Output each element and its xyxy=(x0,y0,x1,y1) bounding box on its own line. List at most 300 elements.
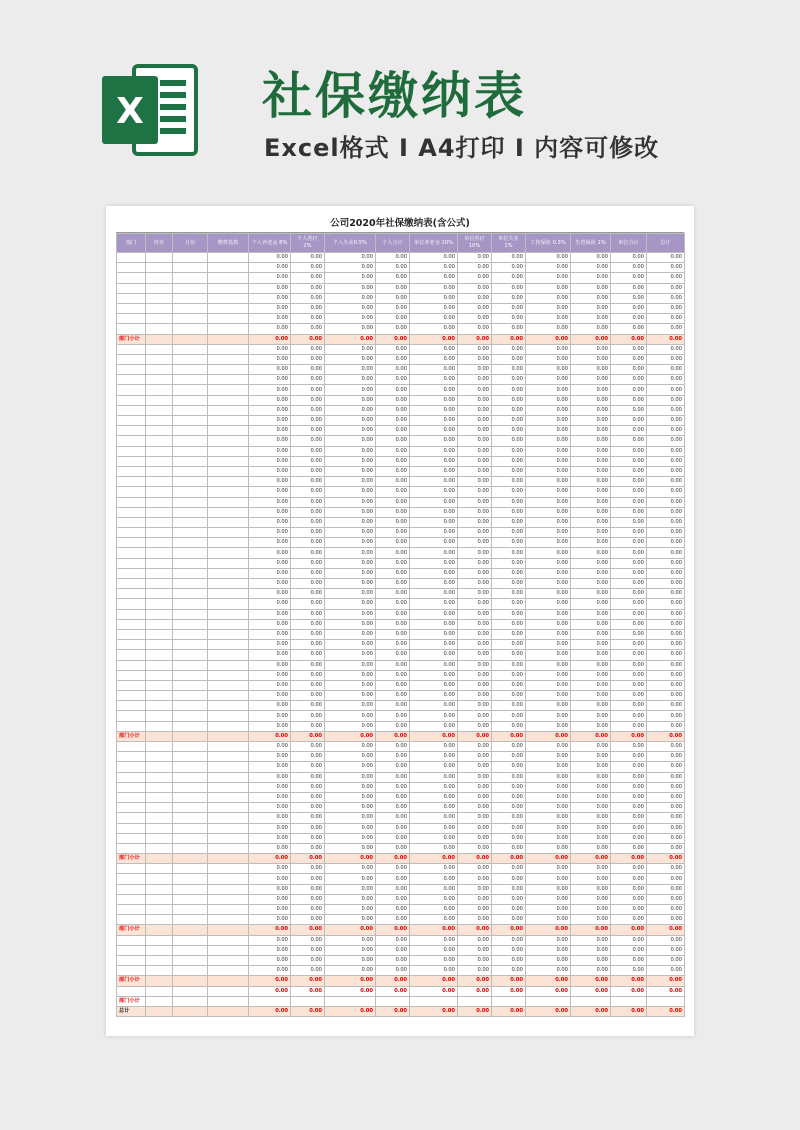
amount-cell: 0.00 xyxy=(611,548,647,558)
department-cell xyxy=(117,263,146,273)
amount-cell: 0.00 xyxy=(249,680,291,690)
amount-cell: 0.00 xyxy=(611,416,647,426)
amount-cell: 0.00 xyxy=(325,253,376,263)
table-row xyxy=(117,303,685,313)
amount-cell: 0.00 xyxy=(376,426,410,436)
empty-cell xyxy=(208,884,249,894)
page-subtitle: Excel格式 Ⅰ A4打印 Ⅰ 内容可修改 xyxy=(264,134,660,162)
amount-cell: 0.00 xyxy=(325,456,376,466)
department-cell xyxy=(117,660,146,670)
column-header: 个人失业0.5% xyxy=(325,234,376,253)
department-cell xyxy=(117,517,146,527)
amount-cell: 0.00 xyxy=(410,283,458,293)
amount-cell: 0.00 xyxy=(249,528,291,538)
empty-cell xyxy=(173,792,208,802)
amount-cell: 0.00 xyxy=(611,955,647,965)
amount-cell: 0.00 xyxy=(611,344,647,354)
amount-cell: 0.00 xyxy=(376,405,410,415)
amount-cell: 0.00 xyxy=(249,517,291,527)
table-row xyxy=(117,395,685,405)
empty-cell xyxy=(208,660,249,670)
amount-cell: 0.00 xyxy=(325,314,376,324)
amount-cell: 0.00 xyxy=(249,742,291,752)
amount-cell: 0.00 xyxy=(291,344,325,354)
table-row xyxy=(117,803,685,813)
column-header: 个人合计 xyxy=(376,234,410,253)
empty-cell xyxy=(208,905,249,915)
amount-cell: 0.00 xyxy=(410,354,458,364)
amount-cell: 0.00 xyxy=(291,365,325,375)
amount-cell: 0.00 xyxy=(249,405,291,415)
amount-cell: 0.00 xyxy=(647,507,685,517)
table-row xyxy=(117,436,685,446)
table-row xyxy=(117,375,685,385)
amount-cell: 0.00 xyxy=(249,772,291,782)
amount-cell: 0.00 xyxy=(458,395,492,405)
amount-cell: 0.00 xyxy=(611,497,647,507)
amount-cell: 0.00 xyxy=(647,731,685,741)
amount-cell: 0.00 xyxy=(526,609,571,619)
empty-cell xyxy=(208,955,249,965)
amount-cell: 0.00 xyxy=(291,253,325,263)
empty-cell xyxy=(146,864,173,874)
amount-cell: 0.00 xyxy=(611,894,647,904)
empty-cell xyxy=(208,426,249,436)
table-row xyxy=(117,405,685,415)
department-cell xyxy=(117,436,146,446)
amount-cell: 0.00 xyxy=(291,955,325,965)
amount-cell: 0.00 xyxy=(526,833,571,843)
amount-cell: 0.00 xyxy=(458,935,492,945)
amount-cell: 0.00 xyxy=(526,711,571,721)
amount-cell xyxy=(611,996,647,1006)
amount-cell: 0.00 xyxy=(526,436,571,446)
amount-cell: 0.00 xyxy=(571,670,611,680)
amount-cell: 0.00 xyxy=(526,823,571,833)
empty-cell xyxy=(173,966,208,976)
amount-cell: 0.00 xyxy=(571,752,611,762)
amount-cell: 0.00 xyxy=(647,966,685,976)
amount-cell: 0.00 xyxy=(376,742,410,752)
amount-cell: 0.00 xyxy=(410,517,458,527)
amount-cell: 0.00 xyxy=(492,365,526,375)
amount-cell: 0.00 xyxy=(611,731,647,741)
amount-cell: 0.00 xyxy=(458,436,492,446)
amount-cell: 0.00 xyxy=(611,436,647,446)
amount-cell: 0.00 xyxy=(458,273,492,283)
empty-cell xyxy=(173,701,208,711)
table-row xyxy=(117,538,685,548)
table-row xyxy=(117,466,685,476)
amount-cell: 0.00 xyxy=(325,884,376,894)
amount-cell: 0.00 xyxy=(492,884,526,894)
empty-cell xyxy=(208,599,249,609)
table-row xyxy=(117,680,685,690)
empty-cell xyxy=(208,711,249,721)
amount-cell: 0.00 xyxy=(249,619,291,629)
empty-cell xyxy=(173,344,208,354)
empty-cell xyxy=(146,568,173,578)
amount-cell: 0.00 xyxy=(410,446,458,456)
amount-cell: 0.00 xyxy=(526,548,571,558)
empty-cell xyxy=(146,354,173,364)
amount-cell: 0.00 xyxy=(647,416,685,426)
amount-cell: 0.00 xyxy=(458,894,492,904)
amount-cell: 0.00 xyxy=(526,466,571,476)
amount-cell: 0.00 xyxy=(291,589,325,599)
department-cell: 部门小计 xyxy=(117,996,146,1006)
empty-cell xyxy=(208,446,249,456)
table-row xyxy=(117,742,685,752)
amount-cell: 0.00 xyxy=(249,436,291,446)
amount-cell: 0.00 xyxy=(526,283,571,293)
empty-cell xyxy=(208,477,249,487)
empty-cell xyxy=(173,405,208,415)
amount-cell: 0.00 xyxy=(647,742,685,752)
empty-cell xyxy=(208,579,249,589)
amount-cell: 0.00 xyxy=(410,263,458,273)
amount-cell: 0.00 xyxy=(458,660,492,670)
empty-cell xyxy=(208,609,249,619)
amount-cell: 0.00 xyxy=(526,334,571,344)
amount-cell: 0.00 xyxy=(291,477,325,487)
amount-cell: 0.00 xyxy=(376,640,410,650)
amount-cell: 0.00 xyxy=(647,477,685,487)
empty-cell xyxy=(173,640,208,650)
empty-cell xyxy=(208,497,249,507)
department-cell xyxy=(117,986,146,996)
amount-cell: 0.00 xyxy=(458,446,492,456)
amount-cell: 0.00 xyxy=(526,303,571,313)
amount-cell: 0.00 xyxy=(376,905,410,915)
empty-cell xyxy=(208,843,249,853)
amount-cell: 0.00 xyxy=(458,762,492,772)
department-cell xyxy=(117,792,146,802)
amount-cell: 0.00 xyxy=(458,813,492,823)
amount-cell: 0.00 xyxy=(410,456,458,466)
amount-cell: 0.00 xyxy=(249,344,291,354)
amount-cell: 0.00 xyxy=(458,772,492,782)
department-cell xyxy=(117,558,146,568)
amount-cell: 0.00 xyxy=(526,854,571,864)
amount-cell: 0.00 xyxy=(492,660,526,670)
amount-cell: 0.00 xyxy=(325,691,376,701)
amount-cell: 0.00 xyxy=(325,365,376,375)
amount-cell: 0.00 xyxy=(571,762,611,772)
empty-cell xyxy=(146,579,173,589)
amount-cell: 0.00 xyxy=(492,334,526,344)
amount-cell: 0.00 xyxy=(526,691,571,701)
amount-cell: 0.00 xyxy=(571,955,611,965)
empty-cell xyxy=(173,721,208,731)
amount-cell: 0.00 xyxy=(291,517,325,527)
empty-cell xyxy=(146,670,173,680)
empty-cell xyxy=(208,670,249,680)
empty-cell xyxy=(146,772,173,782)
amount-cell: 0.00 xyxy=(492,395,526,405)
amount-cell: 0.00 xyxy=(492,517,526,527)
empty-cell xyxy=(173,935,208,945)
amount-cell: 0.00 xyxy=(647,293,685,303)
amount-cell: 0.00 xyxy=(647,854,685,864)
amount-cell: 0.00 xyxy=(458,314,492,324)
amount-cell: 0.00 xyxy=(571,273,611,283)
empty-cell xyxy=(173,283,208,293)
empty-cell xyxy=(146,283,173,293)
table-row xyxy=(117,945,685,955)
amount-cell: 0.00 xyxy=(376,1006,410,1016)
column-header: 单位养老金 20% xyxy=(410,234,458,253)
amount-cell: 0.00 xyxy=(376,446,410,456)
amount-cell: 0.00 xyxy=(492,466,526,476)
amount-cell: 0.00 xyxy=(291,375,325,385)
amount-cell: 0.00 xyxy=(647,619,685,629)
amount-cell: 0.00 xyxy=(647,864,685,874)
amount-cell: 0.00 xyxy=(249,538,291,548)
amount-cell: 0.00 xyxy=(492,589,526,599)
empty-cell xyxy=(173,731,208,741)
table-row xyxy=(117,609,685,619)
empty-cell xyxy=(208,752,249,762)
amount-cell: 0.00 xyxy=(410,416,458,426)
amount-cell: 0.00 xyxy=(325,915,376,925)
amount-cell: 0.00 xyxy=(458,517,492,527)
amount-cell: 0.00 xyxy=(458,854,492,864)
amount-cell: 0.00 xyxy=(492,263,526,273)
amount-cell: 0.00 xyxy=(458,548,492,558)
amount-cell: 0.00 xyxy=(458,823,492,833)
amount-cell: 0.00 xyxy=(376,253,410,263)
amount-cell: 0.00 xyxy=(571,976,611,986)
amount-cell: 0.00 xyxy=(571,568,611,578)
amount-cell: 0.00 xyxy=(325,589,376,599)
department-cell xyxy=(117,395,146,405)
amount-cell: 0.00 xyxy=(291,650,325,660)
table-row xyxy=(117,752,685,762)
department-cell xyxy=(117,833,146,843)
empty-cell xyxy=(146,375,173,385)
empty-cell xyxy=(173,833,208,843)
amount-cell: 0.00 xyxy=(249,314,291,324)
amount-cell: 0.00 xyxy=(526,273,571,283)
amount-cell: 0.00 xyxy=(325,854,376,864)
amount-cell: 0.00 xyxy=(410,568,458,578)
department-cell xyxy=(117,762,146,772)
amount-cell: 0.00 xyxy=(571,701,611,711)
amount-cell: 0.00 xyxy=(571,354,611,364)
empty-cell xyxy=(146,792,173,802)
empty-cell xyxy=(146,711,173,721)
amount-cell: 0.00 xyxy=(376,650,410,660)
amount-cell: 0.00 xyxy=(647,884,685,894)
amount-cell: 0.00 xyxy=(249,446,291,456)
amount-cell: 0.00 xyxy=(291,762,325,772)
amount-cell: 0.00 xyxy=(526,680,571,690)
empty-cell xyxy=(173,456,208,466)
empty-cell xyxy=(146,416,173,426)
amount-cell: 0.00 xyxy=(249,334,291,344)
amount-cell: 0.00 xyxy=(571,905,611,915)
department-cell xyxy=(117,752,146,762)
amount-cell: 0.00 xyxy=(647,273,685,283)
empty-cell xyxy=(173,996,208,1006)
amount-cell: 0.00 xyxy=(571,599,611,609)
amount-cell: 0.00 xyxy=(291,497,325,507)
amount-cell: 0.00 xyxy=(249,487,291,497)
amount-cell: 0.00 xyxy=(647,752,685,762)
amount-cell: 0.00 xyxy=(571,813,611,823)
amount-cell: 0.00 xyxy=(611,629,647,639)
amount-cell: 0.00 xyxy=(325,945,376,955)
empty-cell xyxy=(146,629,173,639)
amount-cell: 0.00 xyxy=(325,303,376,313)
empty-cell xyxy=(146,263,173,273)
amount-cell: 0.00 xyxy=(492,456,526,466)
empty-cell xyxy=(146,680,173,690)
amount-cell: 0.00 xyxy=(571,843,611,853)
amount-cell: 0.00 xyxy=(571,629,611,639)
amount-cell: 0.00 xyxy=(458,843,492,853)
amount-cell: 0.00 xyxy=(492,385,526,395)
department-cell xyxy=(117,721,146,731)
amount-cell: 0.00 xyxy=(647,436,685,446)
empty-cell xyxy=(173,375,208,385)
amount-cell: 0.00 xyxy=(291,670,325,680)
amount-cell: 0.00 xyxy=(325,426,376,436)
amount-cell: 0.00 xyxy=(410,833,458,843)
amount-cell: 0.00 xyxy=(571,721,611,731)
amount-cell: 0.00 xyxy=(325,273,376,283)
empty-cell xyxy=(146,293,173,303)
empty-cell xyxy=(146,599,173,609)
empty-cell xyxy=(208,334,249,344)
empty-cell xyxy=(173,263,208,273)
amount-cell: 0.00 xyxy=(325,538,376,548)
empty-cell xyxy=(208,742,249,752)
amount-cell: 0.00 xyxy=(376,680,410,690)
empty-cell xyxy=(146,915,173,925)
amount-cell: 0.00 xyxy=(458,925,492,935)
column-header: 单位医疗 10% xyxy=(458,234,492,253)
amount-cell: 0.00 xyxy=(492,680,526,690)
amount-cell: 0.00 xyxy=(410,823,458,833)
amount-cell: 0.00 xyxy=(325,528,376,538)
department-cell: 部门小计 xyxy=(117,854,146,864)
amount-cell: 0.00 xyxy=(376,528,410,538)
amount-cell: 0.00 xyxy=(571,334,611,344)
empty-cell xyxy=(146,640,173,650)
amount-cell: 0.00 xyxy=(410,365,458,375)
empty-cell xyxy=(146,334,173,344)
amount-cell: 0.00 xyxy=(571,782,611,792)
amount-cell: 0.00 xyxy=(249,701,291,711)
amount-cell: 0.00 xyxy=(291,986,325,996)
amount-cell: 0.00 xyxy=(647,792,685,802)
amount-cell: 0.00 xyxy=(410,731,458,741)
amount-cell: 0.00 xyxy=(647,324,685,334)
amount-cell: 0.00 xyxy=(410,854,458,864)
empty-cell xyxy=(173,497,208,507)
amount-cell: 0.00 xyxy=(410,894,458,904)
amount-cell: 0.00 xyxy=(647,354,685,364)
empty-cell xyxy=(173,609,208,619)
empty-cell xyxy=(208,986,249,996)
amount-cell: 0.00 xyxy=(458,1006,492,1016)
amount-cell: 0.00 xyxy=(571,680,611,690)
amount-cell: 0.00 xyxy=(291,935,325,945)
amount-cell: 0.00 xyxy=(410,966,458,976)
table-row xyxy=(117,497,685,507)
amount-cell: 0.00 xyxy=(376,354,410,364)
department-cell xyxy=(117,548,146,558)
department-cell xyxy=(117,670,146,680)
amount-cell: 0.00 xyxy=(526,955,571,965)
amount-cell: 0.00 xyxy=(492,629,526,639)
empty-cell xyxy=(173,293,208,303)
empty-cell xyxy=(208,731,249,741)
empty-cell xyxy=(146,589,173,599)
amount-cell: 0.00 xyxy=(526,517,571,527)
amount-cell: 0.00 xyxy=(492,976,526,986)
amount-cell: 0.00 xyxy=(492,568,526,578)
amount-cell: 0.00 xyxy=(492,701,526,711)
empty-cell xyxy=(173,487,208,497)
amount-cell: 0.00 xyxy=(291,579,325,589)
amount-cell xyxy=(249,996,291,1006)
empty-cell xyxy=(208,721,249,731)
amount-cell: 0.00 xyxy=(325,823,376,833)
empty-cell xyxy=(146,487,173,497)
amount-cell: 0.00 xyxy=(458,365,492,375)
amount-cell: 0.00 xyxy=(410,935,458,945)
department-cell xyxy=(117,416,146,426)
amount-cell: 0.00 xyxy=(325,263,376,273)
department-cell xyxy=(117,354,146,364)
amount-cell: 0.00 xyxy=(571,894,611,904)
amount-cell: 0.00 xyxy=(410,253,458,263)
amount-cell: 0.00 xyxy=(458,874,492,884)
empty-cell xyxy=(173,558,208,568)
amount-cell: 0.00 xyxy=(325,558,376,568)
amount-cell: 0.00 xyxy=(571,803,611,813)
amount-cell: 0.00 xyxy=(492,405,526,415)
empty-cell xyxy=(146,314,173,324)
amount-cell: 0.00 xyxy=(458,976,492,986)
department-cell xyxy=(117,905,146,915)
amount-cell: 0.00 xyxy=(611,334,647,344)
amount-cell: 0.00 xyxy=(611,660,647,670)
amount-cell: 0.00 xyxy=(291,701,325,711)
empty-cell xyxy=(146,925,173,935)
empty-cell xyxy=(173,874,208,884)
amount-cell: 0.00 xyxy=(526,640,571,650)
amount-cell: 0.00 xyxy=(410,375,458,385)
amount-cell xyxy=(526,996,571,1006)
amount-cell: 0.00 xyxy=(611,507,647,517)
amount-cell: 0.00 xyxy=(611,670,647,680)
amount-cell: 0.00 xyxy=(376,691,410,701)
amount-cell: 0.00 xyxy=(492,538,526,548)
amount-cell: 0.00 xyxy=(410,813,458,823)
amount-cell: 0.00 xyxy=(647,813,685,823)
amount-cell: 0.00 xyxy=(458,416,492,426)
amount-cell: 0.00 xyxy=(611,680,647,690)
department-cell xyxy=(117,365,146,375)
amount-cell: 0.00 xyxy=(291,395,325,405)
amount-cell: 0.00 xyxy=(291,915,325,925)
department-cell xyxy=(117,609,146,619)
amount-cell: 0.00 xyxy=(526,385,571,395)
